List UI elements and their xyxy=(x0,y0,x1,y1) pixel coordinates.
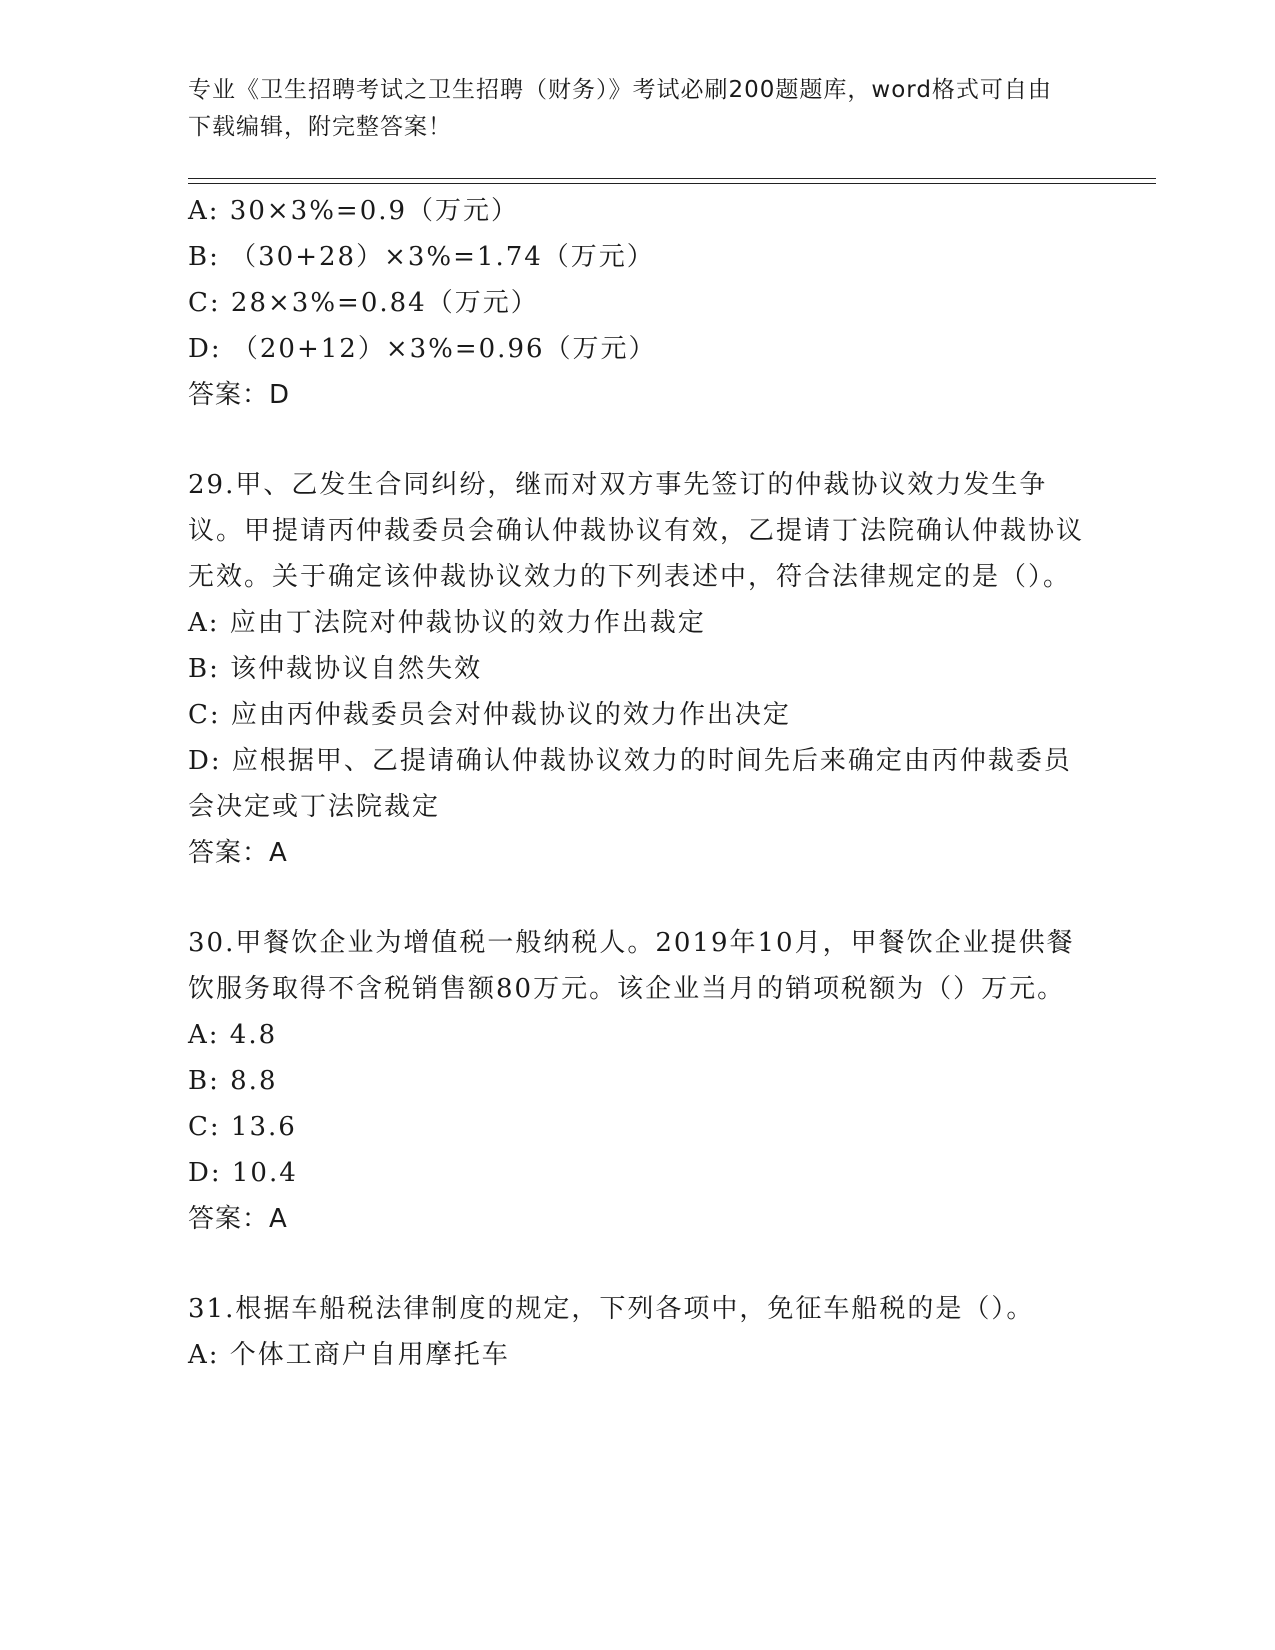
option-a: A: 4.8 xyxy=(188,1020,278,1050)
option-b: B: 该仲裁协议自然失效 xyxy=(188,654,483,684)
option-a: A: 应由丁法院对仲裁协议的效力作出裁定 xyxy=(188,608,706,638)
question-stem: 31.根据车船税法律制度的规定，下列各项中，免征车船税的是（）。 xyxy=(188,1294,1035,1324)
question-31 xyxy=(188,1286,1088,1378)
question-30 xyxy=(188,920,1088,1242)
option-b: B: 8.8 xyxy=(188,1066,278,1096)
option-b: B: （30+28）×3%=1.74（万元） xyxy=(188,242,655,272)
option-d: D: 10.4 xyxy=(188,1158,298,1188)
question-28-continued xyxy=(188,188,1088,418)
answer-line: 答案：D xyxy=(188,380,291,410)
option-c: C: 应由丙仲裁委员会对仲裁协议的效力作出决定 xyxy=(188,700,791,730)
question-stem: 30.甲餐饮企业为增值税一般纳税人。2019年10月，甲餐饮企业提供餐饮服务取得不含税销售额80万元。该企业当月的销项税额为（）万元。 xyxy=(188,928,1075,1004)
page-header xyxy=(188,72,1068,146)
question-stem: 29.甲、乙发生合同纠纷，继而对双方事先签订的仲裁协议效力发生争议。甲提请丙仲裁委员会确认仲裁协议有效，乙提请丁法院确认仲裁协议无效。关于确定该仲裁协议效力的下列表述中，符合法律规定的是（）。 xyxy=(188,470,1085,592)
question-list xyxy=(188,188,1088,1378)
option-c: C: 28×3%=0.84（万元） xyxy=(188,288,539,318)
option-c: C: 13.6 xyxy=(188,1112,297,1142)
answer-line: 答案：A xyxy=(188,1204,288,1234)
document-title: 专业《卫生招聘考试之卫生招聘（财务）》考试必刷200题题库，word格式可自由下载编辑，附完整答案！ xyxy=(188,77,1052,140)
question-29 xyxy=(188,462,1088,876)
option-d: D: （20+12）×3%=0.96（万元） xyxy=(188,334,657,364)
option-a: A: 30×3%=0.9（万元） xyxy=(188,196,520,226)
header-divider-top xyxy=(188,178,1156,179)
header-divider-bottom xyxy=(188,183,1156,184)
option-d: D: 应根据甲、乙提请确认仲裁协议效力的时间先后来确定由丙仲裁委员会决定或丁法院裁定 xyxy=(188,746,1072,822)
answer-line: 答案：A xyxy=(188,838,288,868)
option-a: A: 个体工商户自用摩托车 xyxy=(188,1340,510,1370)
